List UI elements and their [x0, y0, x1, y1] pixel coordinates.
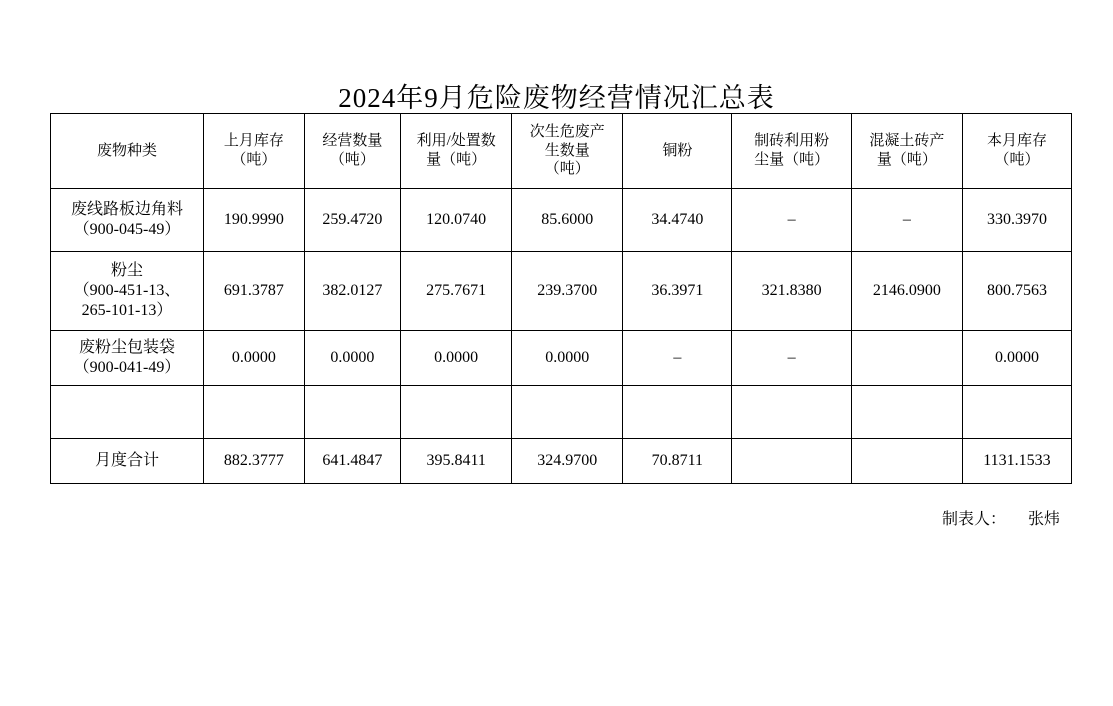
cell-copper-powder: 36.3971: [623, 252, 732, 331]
cell-utilization-disposal-qty: [401, 386, 512, 439]
table-row-total: [51, 439, 1072, 484]
cell-concrete-brick-output: 2146.0900: [851, 252, 962, 331]
cell-secondary-waste-qty: 239.3700: [512, 252, 623, 331]
cell-utilization-disposal-qty: 120.0740: [401, 189, 512, 252]
table-header-row: [51, 114, 1072, 189]
waste-summary-table: [50, 113, 1072, 484]
cell-brick-dust-usage: 321.8380: [732, 252, 852, 331]
cell-current-stock: 330.3970: [962, 189, 1071, 252]
column-header-prev-stock: 上月库存 （吨）: [204, 114, 305, 189]
cell-concrete-brick-output: [851, 439, 962, 484]
column-header-brick-dust-usage: 制砖利用粉 尘量（吨）: [732, 114, 852, 189]
cell-operation-qty: [304, 386, 400, 439]
cell-operation-qty: 0.0000: [304, 331, 400, 386]
cell-operation-qty: 382.0127: [304, 252, 400, 331]
cell-current-stock: [962, 386, 1071, 439]
cell-secondary-waste-qty: 0.0000: [512, 331, 623, 386]
cell-secondary-waste-qty: 85.6000: [512, 189, 623, 252]
cell-brick-dust-usage: –: [732, 189, 852, 252]
table-row: [51, 331, 1072, 386]
cell-current-stock: 800.7563: [962, 252, 1071, 331]
signature-line: [0, 506, 1060, 529]
column-header-current-stock: 本月库存 （吨）: [962, 114, 1071, 189]
signature-name: 张炜: [1027, 511, 1060, 528]
cell-brick-dust-usage: [732, 386, 852, 439]
column-header-secondary-waste-qty: 次生危废产 生数量 （吨）: [512, 114, 623, 189]
cell-prev-stock: 882.3777: [204, 439, 305, 484]
column-header-utilization-disposal-qty: 利用/处置数 量（吨）: [401, 114, 512, 189]
page-title: 2024年9月危险废物经营情况汇总表: [338, 83, 775, 113]
cell-brick-dust-usage: [732, 439, 852, 484]
cell-copper-powder: 70.8711: [623, 439, 732, 484]
row-category: 废粉尘包装袋 （900-041-49）: [51, 331, 204, 386]
cell-utilization-disposal-qty: 275.7671: [401, 252, 512, 331]
cell-copper-powder: [623, 386, 732, 439]
column-header-copper-powder: 铜粉: [623, 114, 732, 189]
column-header-category: 废物种类: [51, 114, 204, 189]
cell-secondary-waste-qty: [512, 386, 623, 439]
cell-concrete-brick-output: [851, 386, 962, 439]
table-header: [51, 114, 1072, 189]
cell-copper-powder: 34.4740: [623, 189, 732, 252]
column-header-concrete-brick-output: 混凝土砖产 量（吨）: [851, 114, 962, 189]
waste-summary-table-container: [50, 113, 1072, 484]
cell-brick-dust-usage: –: [732, 331, 852, 386]
row-category: 粉尘 （900-451-13、 265-101-13）: [51, 252, 204, 331]
cell-secondary-waste-qty: 324.9700: [512, 439, 623, 484]
table-body: [51, 189, 1072, 484]
cell-current-stock: 0.0000: [962, 331, 1071, 386]
table-row: [51, 252, 1072, 331]
cell-prev-stock: 691.3787: [204, 252, 305, 331]
row-category: [51, 386, 204, 439]
cell-prev-stock: 190.9990: [204, 189, 305, 252]
cell-utilization-disposal-qty: 0.0000: [401, 331, 512, 386]
cell-prev-stock: 0.0000: [204, 331, 305, 386]
table-row: [51, 386, 1072, 439]
cell-prev-stock: [204, 386, 305, 439]
cell-copper-powder: –: [623, 331, 732, 386]
cell-operation-qty: 641.4847: [304, 439, 400, 484]
cell-utilization-disposal-qty: 395.8411: [401, 439, 512, 484]
cell-concrete-brick-output: –: [851, 189, 962, 252]
signature-label: 制表人：: [941, 511, 1006, 528]
column-header-operation-qty: 经营数量 （吨）: [304, 114, 400, 189]
row-category-total: 月度合计: [51, 439, 204, 484]
cell-operation-qty: 259.4720: [304, 189, 400, 252]
table-row: [51, 189, 1072, 252]
cell-concrete-brick-output: [851, 331, 962, 386]
row-category: 废线路板边角料 （900-045-49）: [51, 189, 204, 252]
cell-current-stock: 1131.1533: [962, 439, 1071, 484]
